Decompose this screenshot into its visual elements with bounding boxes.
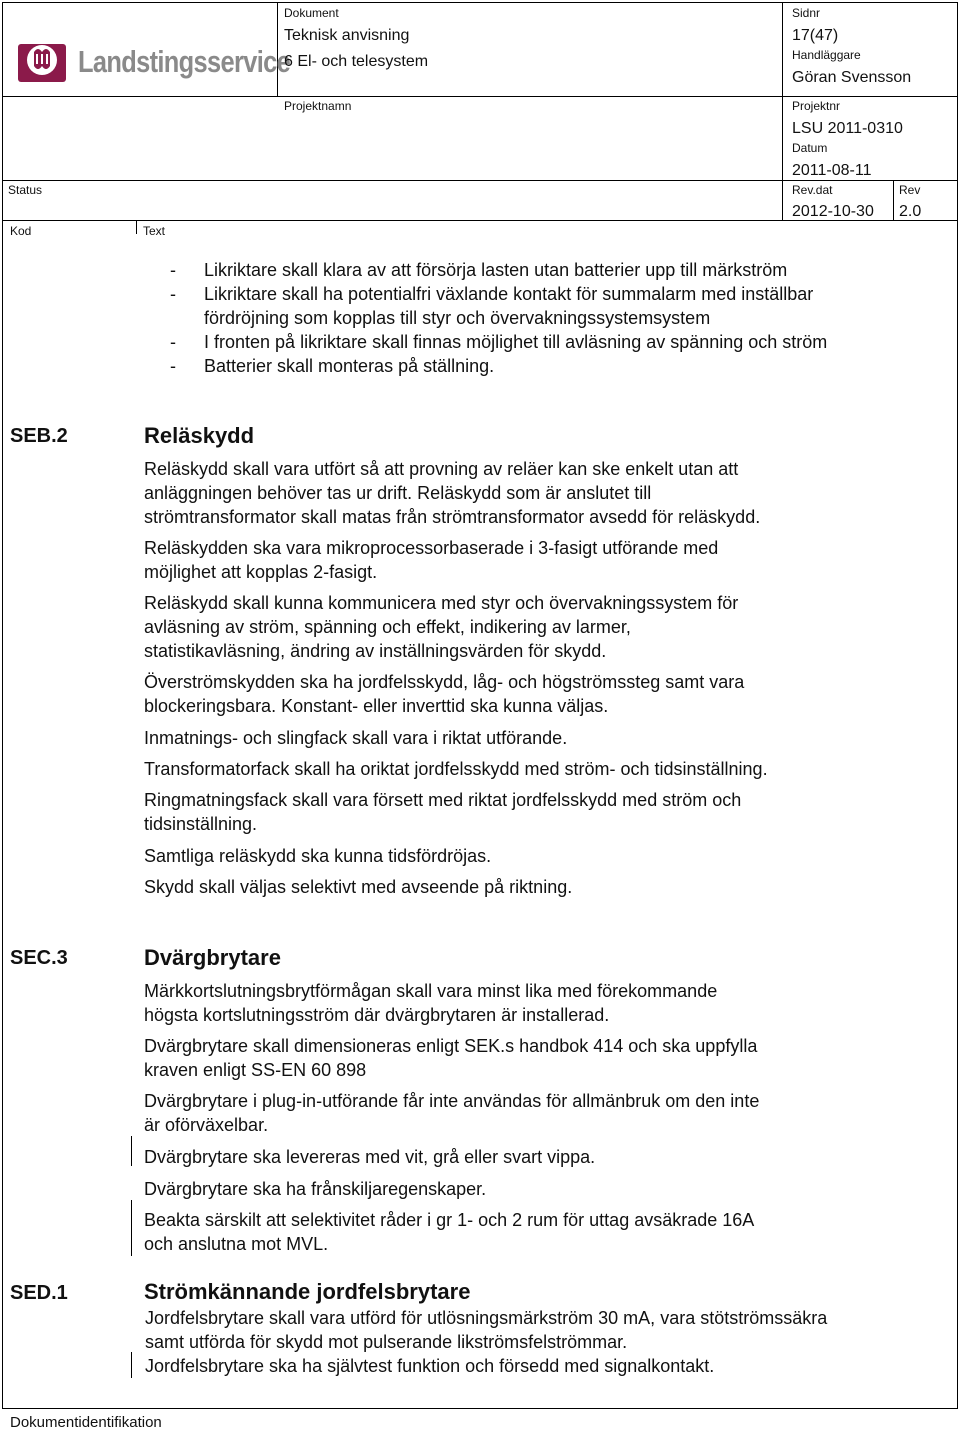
projektnamn-label: Projektnamn	[284, 99, 352, 113]
rev-label: Rev	[899, 183, 921, 197]
paragraph: Samtliga reläskydd ska kunna tidsfördröjas.	[144, 846, 492, 866]
bullet-list	[170, 258, 827, 378]
paragraph: Transformatorfack skall ha oriktat jordfelsskydd med ström- och tidsinställning.	[144, 759, 768, 779]
header-divider-rev	[893, 180, 894, 220]
sidnr-label: Sidnr	[792, 6, 821, 20]
bullet-dash: -	[170, 332, 176, 352]
bullet-dash: -	[170, 284, 176, 304]
datum-label: Datum	[792, 141, 828, 155]
header-divider-right	[782, 2, 783, 220]
paragraph: Dvärgbrytare skall dimensioneras enligt SEK.s handbok 414 och ska uppfylla kraven enligt SS-EN 60 898	[144, 1036, 758, 1080]
dokument-subtitle: 6 El- och telesystem	[284, 53, 429, 70]
bullet-text: I fronten på likriktare skall finnas möjlighet till avläsning av spänning och ström	[204, 332, 828, 352]
bullet-text: fördröjning som kopplas till styr och övervakningssystemsystem	[204, 308, 711, 328]
list-item	[170, 354, 827, 378]
paragraph: Inmatnings- och slingfack skall vara i riktat utförande.	[144, 728, 568, 748]
section-title-sec3: Dvärgbrytare	[144, 945, 281, 970]
paragraph: Dvärgbrytare ska levereras med vit, grå eller svart vippa.	[144, 1147, 596, 1167]
paragraph: Reläskydd skall vara utfört så att provning av reläer kan ske enkelt utan att anläggningen behöver tas ur drift. Reläskydd som är anslutet till strömtransformator skall matas från strömtransformator avsedd för reläskydd.	[144, 459, 761, 527]
paragraph: Skydd skall väljas selektivt med avseende på riktning.	[144, 877, 573, 897]
section-title-sed1: Strömkännande jordfelsbrytare	[144, 1279, 471, 1304]
projektnr-label: Projektnr	[792, 99, 841, 113]
header-rule-projektnamn	[2, 96, 958, 97]
kod-label: Kod	[10, 224, 32, 238]
status-label: Status	[8, 183, 43, 197]
paragraph: Överströmskydden ska ha jordfelsskydd, låg- och högströmssteg samt vara blockeringsbara. Konstant- eller inverttid ska kunna väljas.	[144, 672, 745, 716]
list-item	[170, 330, 827, 354]
revdat-label: Rev.dat	[792, 183, 833, 197]
projektnr-value: LSU 2011-0310	[792, 120, 903, 137]
rev-value: 2.0	[899, 203, 922, 220]
bullet-dash	[170, 306, 204, 330]
bullet-dash: -	[170, 260, 176, 280]
dokument-title: Teknisk anvisning	[284, 27, 410, 44]
list-item	[170, 258, 827, 282]
header-divider-kod	[136, 220, 137, 234]
handlaggare-label: Handläggare	[792, 48, 861, 62]
list-item	[170, 306, 827, 330]
paragraph: Reläskydd skall kunna kommunicera med styr och övervakningssystem för avläsning av ström, spänning och effekt, indikering av larmer, statistikavläsning, ändring av inställningsvärden för skydd.	[144, 593, 739, 661]
bullet-text: Likriktare skall ha potentialfri växlande kontakt för summalarm med inställbar	[204, 284, 814, 304]
section-code-sed1: SED.1	[10, 1282, 68, 1304]
paragraph: Reläskydden ska vara mikroprocessorbaserade i 3-fasigt utförande med möjlighet att kopplas 2-fasigt.	[144, 538, 719, 582]
text-label: Text	[143, 224, 166, 238]
document-identification: Dokumentidentifikation	[10, 1414, 162, 1431]
logo-wordmark: Landstingsservice	[78, 44, 291, 79]
section-code-sec3: SEC.3	[10, 947, 68, 969]
page-border-bottom	[2, 1408, 958, 1409]
paragraph: Märkkortslutningsbrytförmågan skall vara minst lika med förekommande högsta kortslutningsström där dvärgbrytaren är installerad.	[144, 981, 718, 1025]
header-border-top	[2, 2, 958, 3]
sidnr-value: 17(47)	[792, 27, 839, 44]
list-item	[170, 282, 827, 306]
bullet-dash: -	[170, 356, 176, 376]
section-code-seb2: SEB.2	[10, 425, 68, 447]
landstingsservice-logo-icon	[16, 38, 72, 86]
page-border-right	[957, 2, 958, 1408]
page-border-left	[2, 2, 3, 1408]
paragraph: Ringmatningsfack skall vara försett med riktat jordfelsskydd med ström och tidsinställning.	[144, 790, 742, 834]
revision-bar	[131, 1136, 132, 1166]
paragraph: Jordfelsbrytare skall vara utförd för utlösningsmärkström 30 mA, vara stötströmssäkra samt utförda för skydd mot pulserande likströmsfelströmmar.	[145, 1308, 828, 1352]
landstingsservice-logo	[16, 38, 291, 88]
section-title-seb2: Reläskydd	[144, 423, 255, 448]
paragraph: Beakta särskilt att selektivitet råder i gr 1- och 2 rum för uttag avsäkrade 16A och anslutna mot MVL.	[144, 1210, 755, 1254]
bullet-text: Batterier skall monteras på ställning.	[204, 356, 495, 376]
revdat-value: 2012-10-30	[792, 203, 874, 220]
revision-bar	[131, 1200, 132, 1256]
handlaggare-value: Göran Svensson	[792, 69, 912, 86]
paragraph: Dvärgbrytare i plug-in-utförande får inte användas för allmänbruk om den inte är oförväxelbar.	[144, 1091, 760, 1135]
revision-bar	[131, 1352, 132, 1378]
bullet-text: Likriktare skall klara av att försörja lasten utan batterier upp till märkström	[204, 260, 788, 280]
datum-value: 2011-08-11	[792, 162, 872, 179]
paragraph: Jordfelsbrytare ska ha självtest funktion och försedd med signalkontakt.	[145, 1356, 715, 1376]
paragraph: Dvärgbrytare ska ha frånskiljaregenskaper.	[144, 1179, 487, 1199]
dokument-label: Dokument	[284, 6, 339, 20]
